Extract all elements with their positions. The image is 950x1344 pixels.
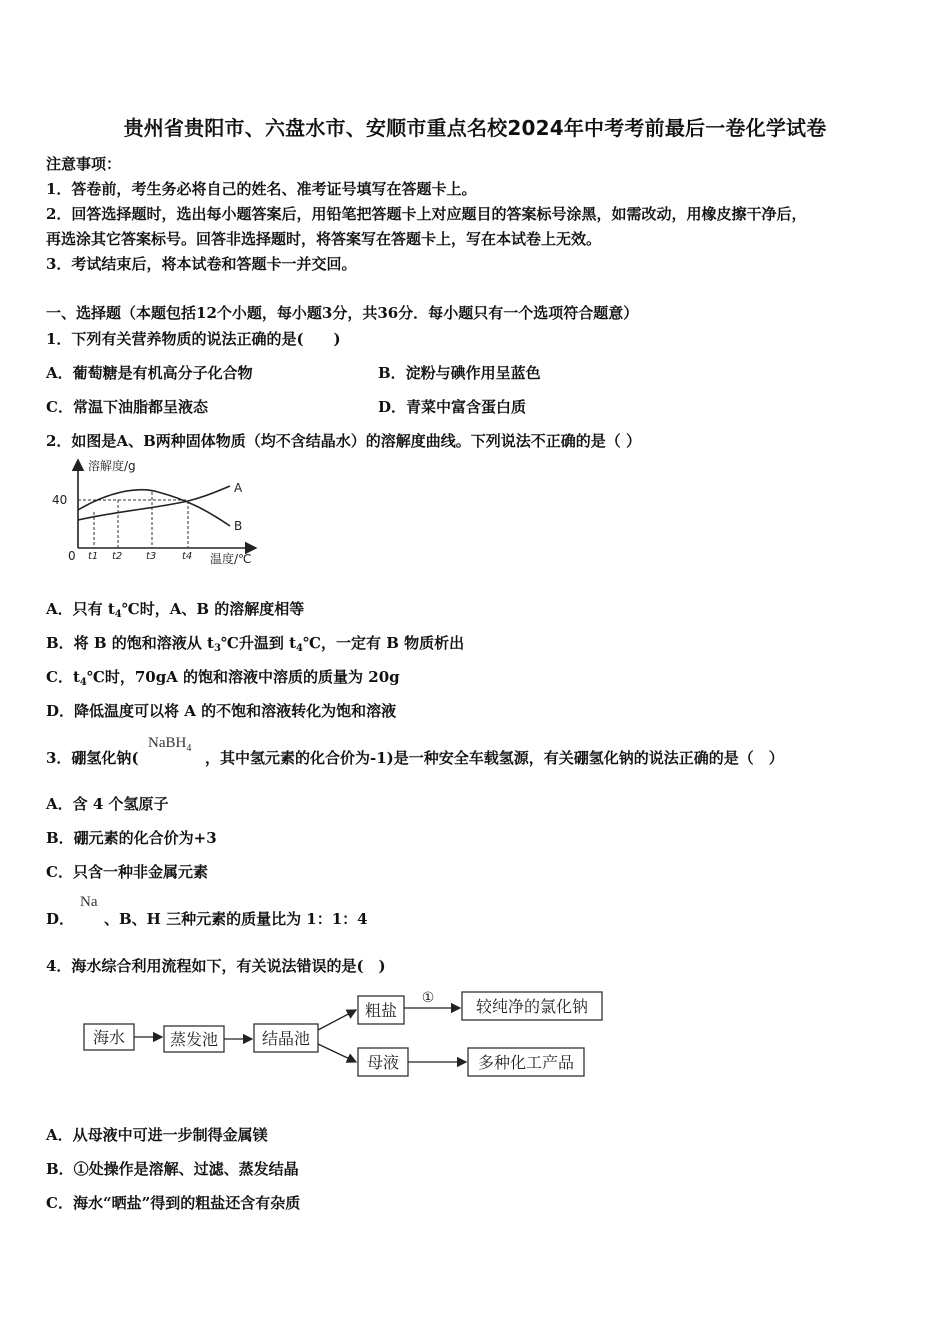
q3-formula-sub: 4 bbox=[186, 743, 192, 754]
flow-seawater: 海水 bbox=[92, 1028, 126, 1047]
q3-option-d-pre: D． bbox=[46, 910, 75, 928]
page-title: 贵州省贵阳市、六盘水市、安顺市重点名校2024年中考考前最后一卷化学试卷 bbox=[123, 116, 827, 140]
q2-c-pre: C．t bbox=[46, 668, 80, 686]
q2-b-mid: ℃升温到 t bbox=[220, 634, 297, 652]
q3-stem-post: ，其中氢元素的化合价为-1)是一种安全车载氢源，有关硼氢化钠的说法正确的是（ ） bbox=[205, 749, 784, 767]
q4-option-a: A．从母液中可进一步制得金属镁 bbox=[46, 1126, 268, 1144]
tick-t2: t2 bbox=[112, 551, 123, 562]
solubility-graph bbox=[48, 456, 288, 571]
q3-option-d-post: 、B、H 三种元素的质量比为 1：1：4 bbox=[104, 910, 368, 928]
q1-option-d: D．青菜中富含蛋白质 bbox=[378, 398, 527, 416]
graph-y-label: 溶解度/g bbox=[88, 459, 136, 473]
q1-option-c: C．常温下油脂都呈液态 bbox=[46, 398, 208, 416]
notice-item-2b: 再选涂其它答案标号。回答非选择题时，将答案写在答题卡上，写在本试卷上无效。 bbox=[46, 230, 602, 248]
q2-a-post: ℃时，A、B 的溶解度相等 bbox=[121, 600, 305, 618]
q3-option-d-formula: Na bbox=[80, 894, 98, 910]
tick-t4: t4 bbox=[182, 551, 193, 562]
q2-a-sub: 4 bbox=[114, 609, 122, 620]
tick-t1: t1 bbox=[88, 551, 99, 562]
q2-c-sub: 4 bbox=[79, 677, 87, 688]
q2-b-pre: B．将 B 的饱和溶液从 t bbox=[46, 634, 214, 652]
arrow-4 bbox=[318, 1044, 356, 1062]
q1-stem: 1．下列有关营养物质的说法正确的是( ) bbox=[46, 330, 341, 348]
q2-b-sub2: 4 bbox=[296, 643, 304, 654]
graph-x-label: 温度/℃ bbox=[210, 552, 252, 566]
q2-option-b bbox=[46, 632, 464, 654]
flow-step-mark: ① bbox=[421, 990, 435, 1006]
curve-a-label: A bbox=[234, 481, 243, 495]
q3-option-a: A．含 4 个氢原子 bbox=[46, 795, 169, 813]
q4-stem: 4．海水综合利用流程如下，有关说法错误的是( ) bbox=[46, 957, 386, 975]
flow-crystallization: 结晶池 bbox=[261, 1029, 311, 1048]
q2-option-d: D．降低温度可以将 A 的不饱和溶液转化为饱和溶液 bbox=[46, 702, 397, 720]
q2-option-a bbox=[46, 598, 304, 620]
q4-option-c: C．海水“晒盐”得到的粗盐还含有杂质 bbox=[46, 1194, 301, 1212]
notice-item-2a: 2．回答选择题时，选出每小题答案后，用铅笔把答题卡上对应题目的答案标号涂黑，如需改动，用橡皮擦干净后， bbox=[46, 205, 807, 223]
q2-option-c bbox=[46, 666, 400, 688]
q2-b-sub1: 3 bbox=[213, 643, 221, 654]
q2-stem: 2．如图是A、B两种固体物质（均不含结晶水）的溶解度曲线。下列说法不正确的是（ ） bbox=[46, 432, 641, 450]
q3-option-c: C．只含一种非金属元素 bbox=[46, 863, 208, 881]
q3-stem-pre: 3．硼氢化钠( bbox=[46, 749, 139, 767]
flow-pure-nacl: 较纯净的氯化钠 bbox=[475, 997, 589, 1016]
notice-heading: 注意事项： bbox=[46, 155, 122, 173]
graph-y-tick-40: 40 bbox=[52, 493, 68, 507]
seawater-flowchart bbox=[80, 984, 610, 1084]
q2-c-post: ℃时，70gA 的饱和溶液中溶质的质量为 20g bbox=[86, 668, 400, 686]
curve-b-label: B bbox=[234, 519, 243, 533]
q4-option-b: B．①处操作是溶解、过滤、蒸发结晶 bbox=[46, 1160, 299, 1178]
graph-origin: 0 bbox=[68, 549, 76, 563]
q2-a-pre: A．只有 t bbox=[46, 600, 115, 618]
arrow-3 bbox=[318, 1010, 356, 1030]
q2-b-post: ℃，一定有 B 物质析出 bbox=[303, 634, 465, 652]
q1-option-a: A．葡萄糖是有机高分子化合物 bbox=[46, 364, 253, 382]
notice-item-1: 1．答卷前，考生务必将自己的姓名、准考证号填写在答题卡上。 bbox=[46, 180, 477, 198]
flow-mother-liquor: 母液 bbox=[366, 1053, 400, 1072]
q3-option-b: B．硼元素的化合价为+3 bbox=[46, 829, 217, 847]
flow-evaporation: 蒸发池 bbox=[169, 1030, 219, 1049]
flow-crude-salt: 粗盐 bbox=[364, 1001, 398, 1020]
tick-t3: t3 bbox=[146, 551, 157, 562]
q3-formula-main: NaBH bbox=[148, 735, 187, 751]
notice-item-3: 3．考试结束后，将本试卷和答题卡一并交回。 bbox=[46, 255, 357, 273]
flow-products: 多种化工产品 bbox=[477, 1053, 575, 1072]
section-heading: 一、选择题（本题包括12个小题，每小题3分，共36分．每小题只有一个选项符合题意） bbox=[46, 304, 639, 322]
q1-option-b: B．淀粉与碘作用呈蓝色 bbox=[378, 364, 541, 382]
q3-formula-nabh4 bbox=[148, 735, 191, 754]
